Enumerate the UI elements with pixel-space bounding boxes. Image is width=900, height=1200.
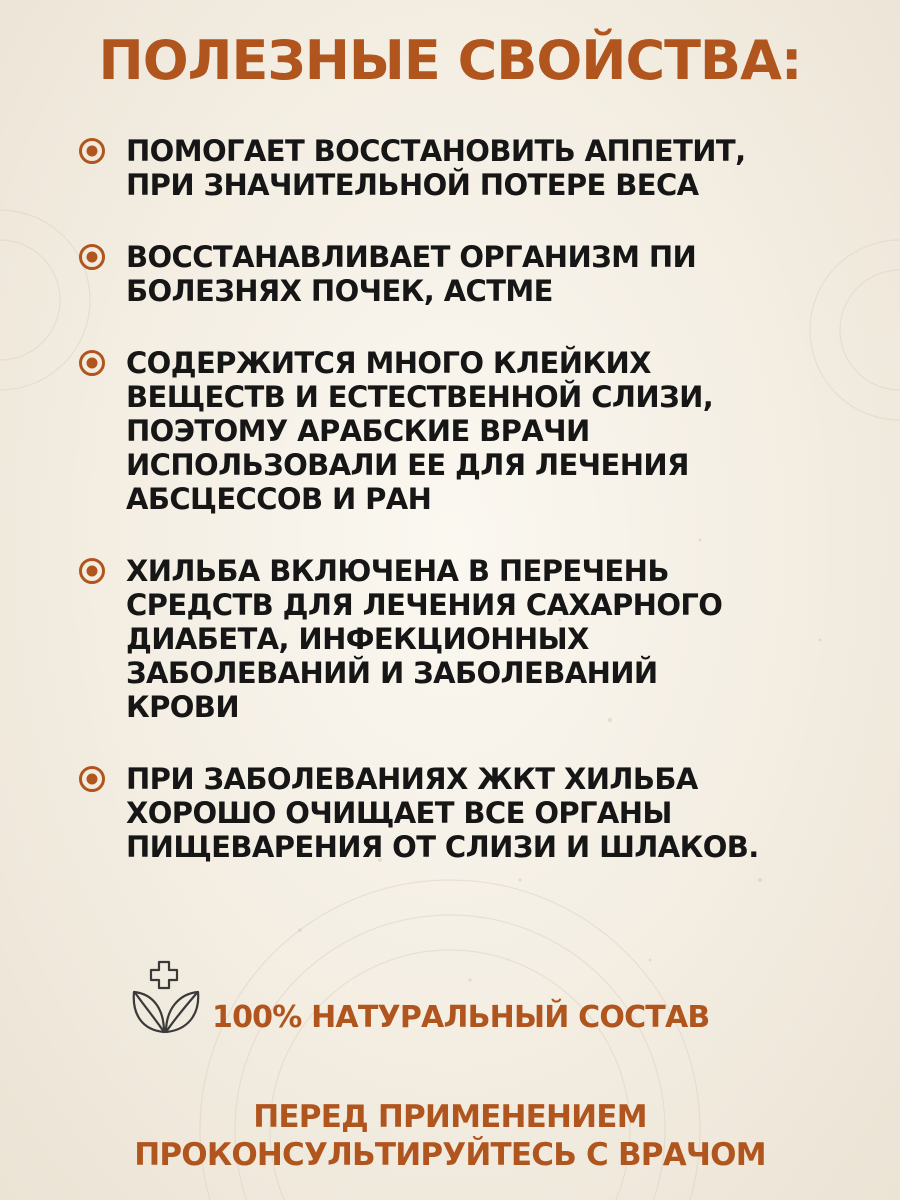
- circle-dot-icon: [78, 349, 106, 377]
- natural-composition-text: 100% НАТУРАЛЬНЫЙ СОСТАВ: [212, 1000, 710, 1035]
- circle-dot-icon: [78, 557, 106, 585]
- warning-line: ПРОКОНСУЛЬТИРУЙТЕСЬ С ВРАЧОМ: [134, 1137, 766, 1173]
- benefit-line: БОЛЕЗНЯХ ПОЧЕК, АСТМЕ: [126, 274, 553, 308]
- page-title: ПОЛЕЗНЫЕ СВОЙСТВА:: [98, 29, 802, 92]
- benefit-line: ИСПОЛЬЗОВАЛИ ЕЕ ДЛЯ ЛЕЧЕНИЯ: [126, 448, 689, 482]
- circle-dot-icon: [78, 243, 106, 271]
- list-item: [78, 554, 868, 724]
- circle-dot-icon: [78, 137, 106, 165]
- benefit-text: [126, 346, 713, 516]
- benefit-text: [126, 762, 759, 864]
- list-item: [78, 346, 868, 516]
- benefit-line: ВОССТАНАВЛИВАЕТ ОРГАНИЗМ ПИ: [126, 240, 697, 274]
- benefit-line: СРЕДСТВ ДЛЯ ЛЕЧЕНИЯ САХАРНОГО: [126, 588, 723, 622]
- benefit-line: ПРИ ЗАБОЛЕВАНИЯХ ЖКТ ХИЛЬБА: [126, 762, 698, 796]
- list-item: [78, 134, 868, 202]
- benefit-line: ХОРОШО ОЧИЩАЕТ ВСЕ ОРГАНЫ: [126, 796, 672, 830]
- benefit-line: ПИЩЕВАРЕНИЯ ОТ СЛИЗИ И ШЛАКОВ.: [126, 830, 759, 864]
- benefit-line: СОДЕРЖИТСЯ МНОГО КЛЕЙКИХ: [126, 346, 651, 380]
- benefits-list: [78, 134, 868, 902]
- benefit-line: ХИЛЬБА ВКЛЮЧЕНА В ПЕРЕЧЕНЬ: [126, 554, 669, 588]
- leaf-cross-icon: [128, 958, 204, 1038]
- benefit-line: ПОМОГАЕТ ВОССТАНОВИТЬ АППЕТИТ,: [126, 134, 746, 168]
- benefit-text: [126, 240, 696, 308]
- benefit-text: [126, 554, 722, 724]
- benefit-line: ВЕЩЕСТВ И ЕСТЕСТВЕННОЙ СЛИЗИ,: [126, 380, 714, 414]
- warning-line: ПЕРЕД ПРИМЕНЕНИЕМ: [253, 1099, 647, 1135]
- benefit-text: [126, 134, 746, 202]
- benefit-line: ПРИ ЗНАЧИТЕЛЬНОЙ ПОТЕРЕ ВЕСА: [126, 168, 699, 202]
- natural-composition: [128, 958, 808, 1038]
- circle-dot-icon: [78, 765, 106, 793]
- benefit-line: КРОВИ: [126, 690, 239, 724]
- benefit-line: ДИАБЕТА, ИНФЕКЦИОННЫХ: [126, 622, 589, 656]
- consult-doctor-warning: [0, 1098, 900, 1174]
- list-item: [78, 762, 868, 864]
- benefit-line: ЗАБОЛЕВАНИЙ И ЗАБОЛЕВАНИЙ: [126, 656, 658, 690]
- list-item: [78, 240, 868, 308]
- benefit-line: ПОЭТОМУ АРАБСКИЕ ВРАЧИ: [126, 414, 590, 448]
- benefit-line: АБСЦЕССОВ И РАН: [126, 482, 432, 516]
